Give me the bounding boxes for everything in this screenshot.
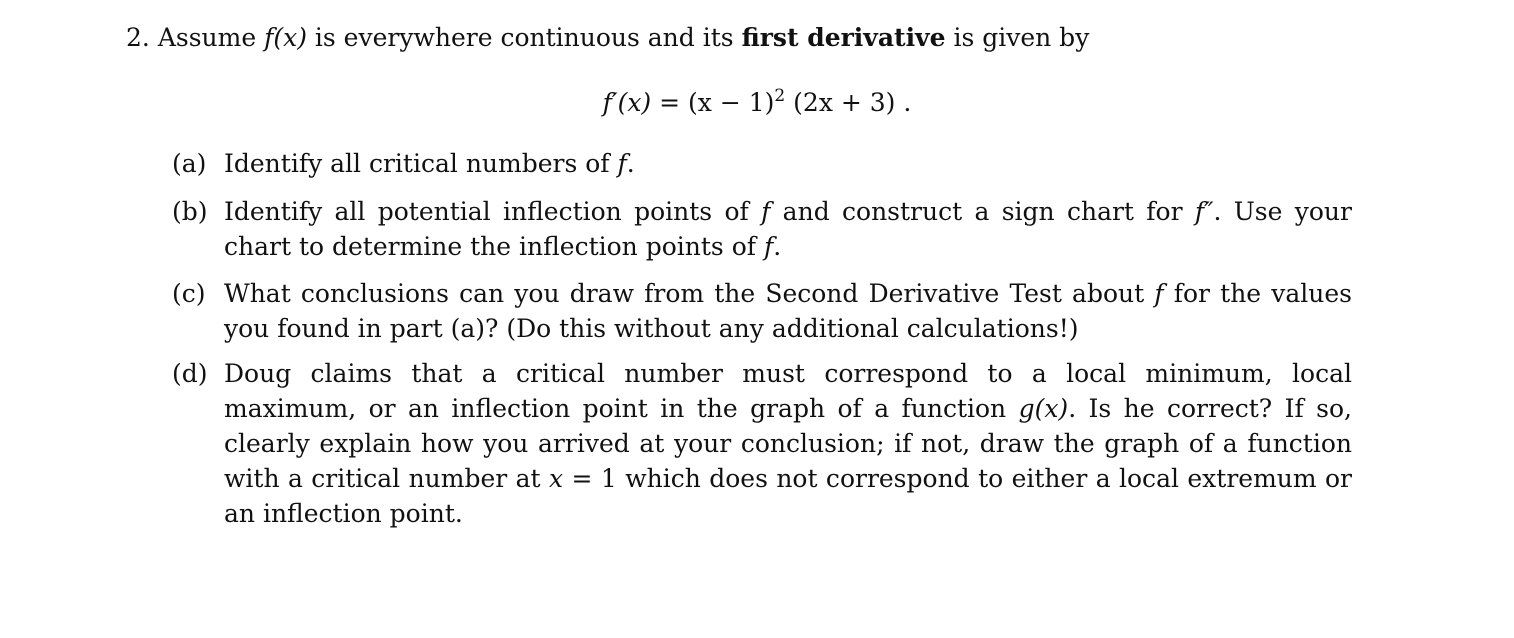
equation-factor-1: (x − 1) bbox=[688, 88, 775, 117]
part-text bbox=[224, 146, 1352, 181]
problem-statement bbox=[126, 20, 1089, 55]
part-a bbox=[172, 146, 1352, 181]
equation-lhs: f′(x) bbox=[602, 88, 652, 117]
bold-term: first derivative bbox=[741, 23, 946, 52]
intro-text-1: Assume bbox=[157, 23, 257, 52]
part-text bbox=[224, 194, 1352, 264]
part-b bbox=[172, 194, 1352, 264]
equation-equals: = bbox=[651, 88, 689, 117]
equation-exponent: 2 bbox=[774, 86, 786, 106]
text-segment: What conclusions can you draw from the Second Derivative Test about bbox=[224, 279, 1155, 308]
math-x: x bbox=[549, 464, 564, 493]
text-segment: Identify all potential inflection points of bbox=[224, 197, 762, 226]
math-f-double-prime: f″ bbox=[1194, 197, 1214, 226]
text-segment: for the values you found in part (a)? (Do this without any additional calculations!) bbox=[224, 279, 1353, 343]
math-fx: f(x) bbox=[264, 23, 307, 52]
intro-text-2: is everywhere continuous and its bbox=[306, 23, 734, 52]
part-label: (c) bbox=[172, 279, 206, 308]
math-f: f bbox=[617, 149, 627, 178]
derivative-equation bbox=[0, 85, 1514, 120]
part-label: (d) bbox=[172, 359, 208, 388]
math-f: f bbox=[763, 232, 774, 261]
part-label: (a) bbox=[172, 149, 207, 178]
math-f: f bbox=[761, 197, 771, 226]
problem-number: 2. bbox=[126, 23, 150, 52]
text-segment: . bbox=[626, 149, 635, 178]
part-c bbox=[172, 276, 1352, 346]
part-d bbox=[172, 356, 1352, 531]
text-segment: . bbox=[773, 232, 782, 261]
math-f: f bbox=[1154, 279, 1164, 308]
text-segment: Doug claims that a critical number must correspond to a local minimum, local maximum, or an inflection point in the graph of a function bbox=[224, 359, 1352, 423]
part-label: (b) bbox=[172, 197, 208, 226]
text-segment: and construct a sign chart for bbox=[770, 197, 1195, 226]
text-segment: . Is he correct? If so, clearly explain how you arrived at your conclusion; if not, draw the graph of a function with a critical number at bbox=[224, 394, 1352, 493]
equation-factor-2: (2x + 3) bbox=[785, 88, 896, 117]
intro-text-3: is given by bbox=[945, 23, 1090, 52]
text-segment: = 1 which does not correspond to either a local extremum or an inflection point. bbox=[224, 464, 1352, 528]
math-gx: g(x) bbox=[1018, 394, 1069, 423]
text-segment: Identify all critical numbers of bbox=[224, 149, 618, 178]
part-text bbox=[224, 276, 1352, 346]
part-text bbox=[224, 356, 1352, 531]
equation-end: . bbox=[895, 88, 912, 117]
text-segment: . Use your chart to determine the inflection points of bbox=[224, 197, 1352, 261]
